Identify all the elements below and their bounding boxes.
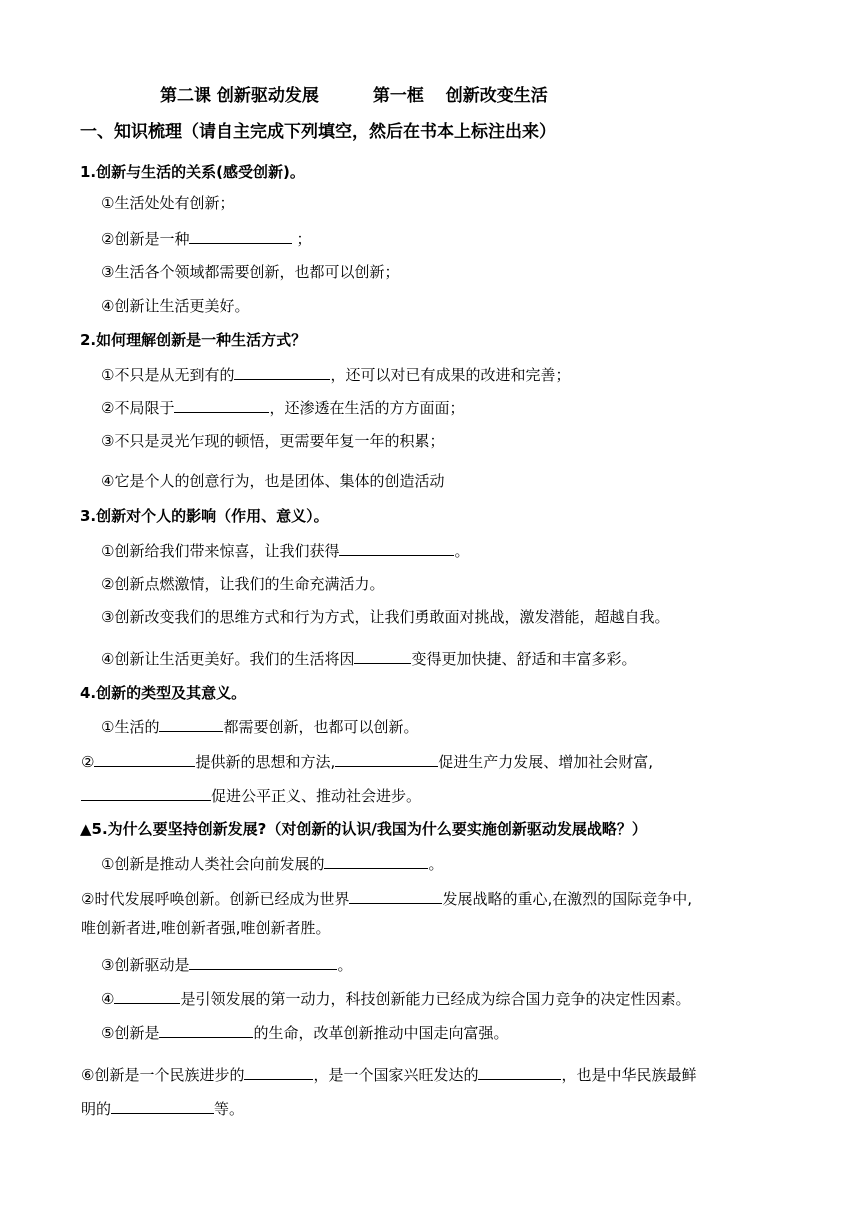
q5-line-6: ⑥创新是一个民族进步的 ，是一个国家兴旺发达的 ，也是中华民族最鲜 bbox=[81, 1066, 697, 1084]
q1-line-2: ②创新是一种 ； bbox=[101, 230, 312, 248]
page-title bbox=[160, 86, 548, 106]
q2-line-4: ④它是个人的创意行为，也是团体、集体的创造活动 bbox=[101, 472, 445, 490]
fill-blank[interactable] bbox=[234, 364, 330, 380]
q3-line-1: ①创新给我们带来惊喜，让我们获得 。 bbox=[101, 542, 470, 560]
q2-line-3: ③不只是灵光乍现的顿悟，更需要年复一年的积累； bbox=[101, 432, 445, 450]
q4-heading: 4.创新的类型及其意义。 bbox=[80, 684, 247, 702]
fill-blank[interactable] bbox=[189, 954, 337, 970]
fill-blank[interactable] bbox=[335, 751, 438, 767]
q5-line-7: 明的 等。 bbox=[81, 1100, 245, 1118]
q3-heading: 3.创新对个人的影响（作用、意义）。 bbox=[80, 507, 329, 525]
q2-heading: 2.如何理解创新是一种生活方式？ bbox=[80, 331, 307, 349]
fill-blank[interactable] bbox=[94, 751, 195, 767]
q2-line-2: ②不局限于 ，还渗透在生活的方方面面； bbox=[101, 399, 465, 417]
q5-line-5: ⑤创新是 的生命，改革创新推动中国走向富强。 bbox=[101, 1024, 509, 1042]
q1-heading: 1.创新与生活的关系(感受创新)。 bbox=[80, 163, 305, 181]
q1-line-3: ③生活各个领域都需要创新，也都可以创新； bbox=[101, 263, 400, 281]
q3-line-3: ③创新改变我们的思维方式和行为方式，让我们勇敢面对挑战，激发潜能，超越自我。 bbox=[101, 608, 670, 626]
q5-line-1: ①创新是推动人类社会向前发展的 。 bbox=[101, 855, 444, 873]
fill-blank[interactable] bbox=[159, 1022, 253, 1038]
fill-blank[interactable] bbox=[339, 540, 454, 556]
fill-blank[interactable] bbox=[349, 888, 442, 904]
fill-blank[interactable] bbox=[354, 648, 411, 664]
q5-heading: ▲5.为什么要坚持创新发展?（对创新的认识/我国为什么要实施创新驱动发展战略？） bbox=[80, 820, 647, 838]
fill-blank[interactable] bbox=[324, 853, 428, 869]
q1-line-4: ④创新让生活更美好。 bbox=[101, 297, 250, 315]
fill-blank[interactable] bbox=[114, 988, 180, 1004]
q4-line-2: ② 提供新的思想和方法, 促进生产力发展、增加社会财富, bbox=[81, 753, 654, 771]
q3-line-4: ④创新让生活更美好。我们的生活将因 变得更加快捷、舒适和丰富多彩。 bbox=[101, 650, 637, 668]
fill-blank[interactable] bbox=[81, 785, 211, 801]
fill-blank[interactable] bbox=[244, 1064, 313, 1080]
q3-line-2: ②创新点燃激情，让我们的生命充满活力。 bbox=[101, 575, 385, 593]
topic-title: 创新改变生活 bbox=[445, 86, 548, 106]
fill-blank[interactable] bbox=[159, 716, 223, 732]
q4-line-1: ①生活的 都需要创新，也都可以创新。 bbox=[101, 718, 419, 736]
fill-blank[interactable] bbox=[478, 1064, 561, 1080]
section-heading: 一、知识梳理（请自主完成下列填空，然后在书本上标注出来） bbox=[80, 122, 556, 142]
q5-line-4: ④ 是引领发展的第一动力，科技创新能力已经成为综合国力竞争的决定性因素。 bbox=[101, 990, 691, 1008]
frame-title: 第一框 bbox=[372, 86, 424, 106]
q5-line-3: ③创新驱动是 。 bbox=[101, 956, 353, 974]
lesson-title: 第二课 创新驱动发展 bbox=[160, 86, 319, 106]
q5-line-2: ②时代发展呼唤创新。创新已经成为世界 发展战略的重心,在激烈的国际竞争中, bbox=[81, 890, 692, 908]
fill-blank[interactable] bbox=[189, 228, 292, 244]
q5-line-2-cont: 唯创新者进,唯创新者强,唯创新者胜。 bbox=[81, 919, 331, 937]
fill-blank[interactable] bbox=[111, 1098, 214, 1114]
fill-blank[interactable] bbox=[174, 397, 269, 413]
q2-line-1: ①不只是从无到有的 ，还可以对已有成果的改进和完善； bbox=[101, 366, 571, 384]
q4-line-3: 促进公平正义、推动社会进步。 bbox=[81, 785, 421, 806]
q1-line-1: ①生活处处有创新； bbox=[101, 194, 235, 212]
